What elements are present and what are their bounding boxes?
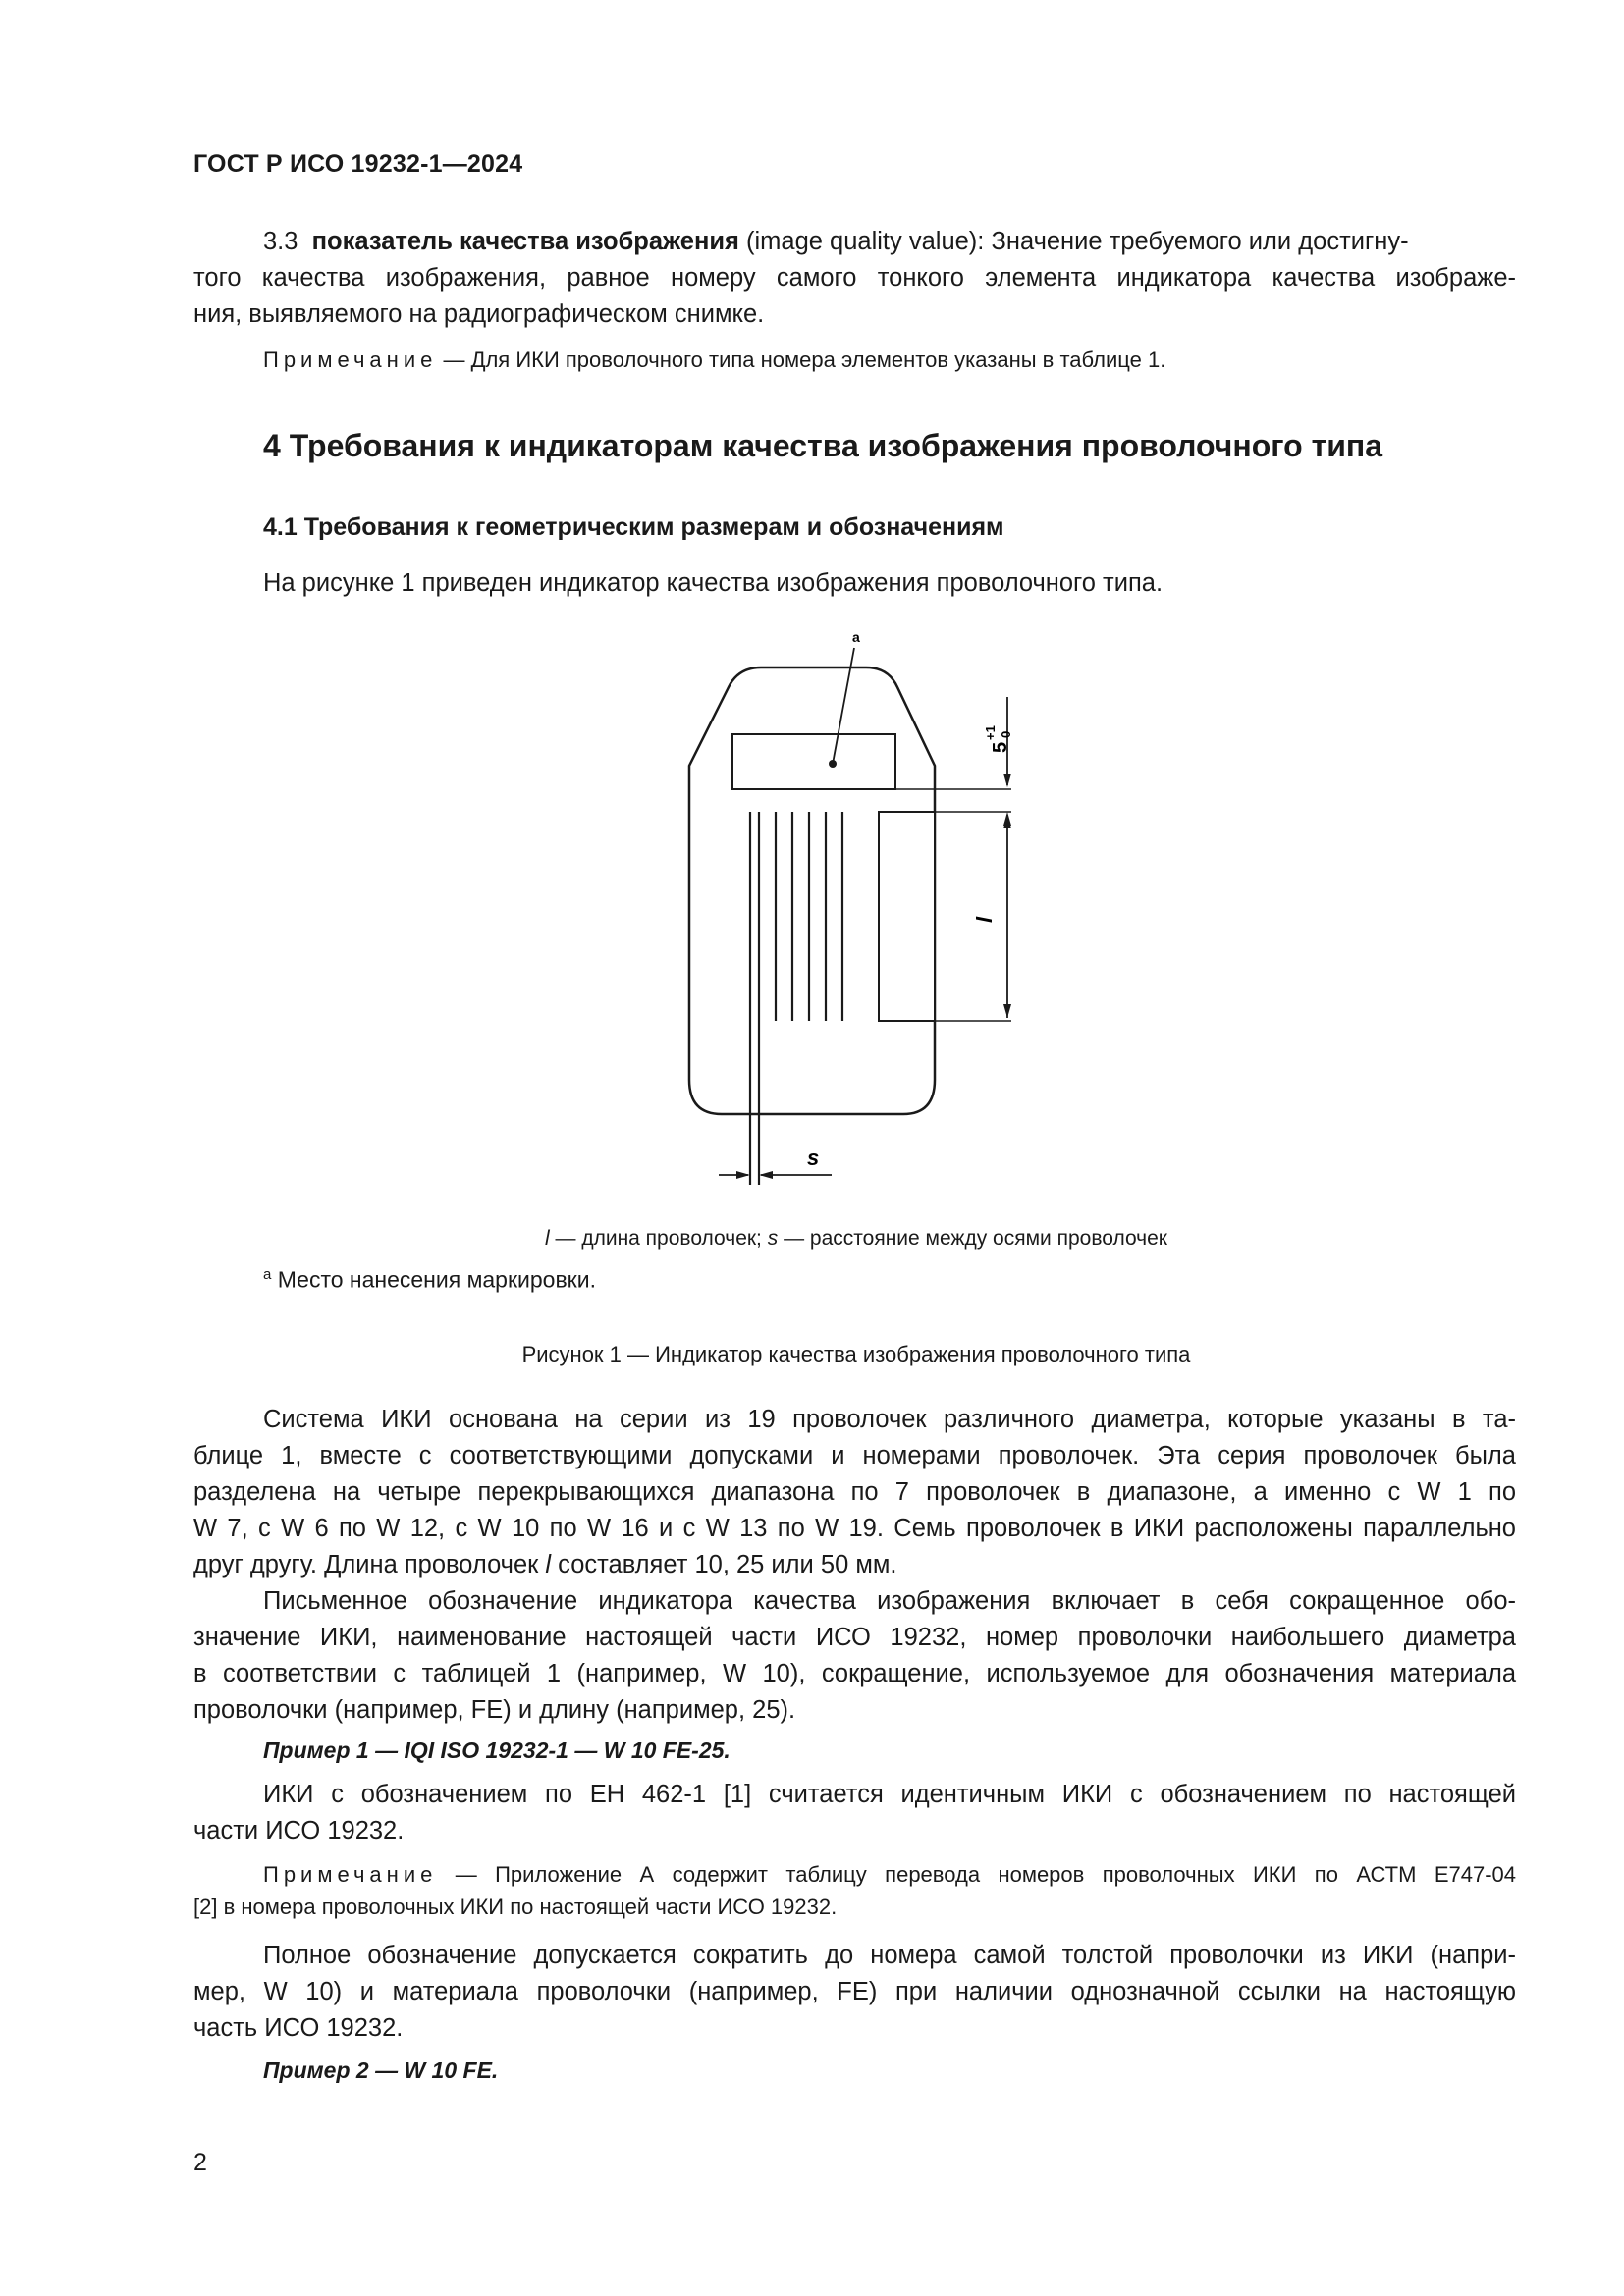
dim-s-arrow-left bbox=[736, 1171, 750, 1179]
legend-l: l bbox=[544, 1227, 550, 1250]
example-2: Пример 2 — W 10 FE. bbox=[263, 2057, 499, 2083]
p2-line-1: Письменное обозначение индикатора качества изображения включает в себя сокращенное обо- bbox=[263, 1587, 1516, 1615]
p1-line-2: блице 1, вместе с соответствующими допусками и номерами проволочек. Эта серия проволочек была bbox=[193, 1442, 1516, 1469]
marking-box bbox=[732, 734, 895, 789]
p4-line-3: часть ИСО 19232. bbox=[193, 2014, 404, 2042]
paragraph-1 bbox=[193, 1402, 1516, 1583]
paragraph-2 bbox=[193, 1583, 1516, 1729]
p3-line-2: части ИСО 19232. bbox=[193, 1817, 405, 1844]
dim-l-label: l bbox=[972, 916, 997, 923]
dim-s-label: s bbox=[807, 1146, 820, 1170]
document-header: ГОСТ Р ИСО 19232-1—2024 bbox=[193, 150, 523, 178]
note-2 bbox=[193, 1858, 1516, 1923]
footnote-text: Место нанесения маркировки. bbox=[271, 1266, 596, 1293]
legend-text-2: — расстояние между осями проволочек bbox=[778, 1227, 1167, 1250]
p4-line-2: мер, W 10) и материала проволочки (например, FE) при наличии однозначной ссылки на настоящую bbox=[193, 1978, 1516, 2005]
dim-5-arrow-2 bbox=[1003, 812, 1011, 826]
note2-line-2: [2] в номера проволочных ИКИ по настоящей части ИСО 19232. bbox=[193, 1895, 838, 1919]
note-1 bbox=[263, 344, 1516, 376]
figure-caption: Рисунок 1 — Индикатор качества изображения проволочного типа bbox=[521, 1342, 1191, 1366]
legend-text-1: — длина проволочек; bbox=[549, 1227, 768, 1250]
p1-line-5b: составляет 10, 25 или 50 мм. bbox=[551, 1551, 897, 1578]
paragraph-4 bbox=[193, 1938, 1516, 2047]
definition-text-1: (image quality value): Значение требуемого или достигну- bbox=[738, 228, 1409, 255]
dim-5-value: 5 bbox=[990, 741, 1011, 753]
definition-3-3 bbox=[263, 224, 1516, 260]
iqi-wire-figure bbox=[668, 618, 1080, 1188]
dim-5-label bbox=[983, 725, 1013, 753]
footnote-a-label: a bbox=[852, 629, 860, 645]
dim-s-arrow-right bbox=[759, 1171, 773, 1179]
note2-line-1 bbox=[193, 1858, 1516, 1891]
dim-5-sub: 0 bbox=[999, 730, 1013, 738]
p1-line-4: W 7, с W 6 по W 12, с W 10 по W 16 и с W 13 по W 19. Семь проволочек в ИКИ расположены параллельно bbox=[193, 1515, 1516, 1542]
marking-leader bbox=[833, 648, 854, 764]
intro-text: На рисунке 1 приведен индикатор качества изображения проволочного типа. bbox=[263, 569, 1164, 597]
p1-line-5i: l bbox=[545, 1551, 552, 1578]
figure-footnote bbox=[263, 1266, 596, 1294]
p2-line-3: в соответствии с таблицей 1 (например, W 10), сокращение, используемое для обозначения материала bbox=[193, 1660, 1516, 1687]
p1-line-5 bbox=[193, 1547, 1516, 1583]
note2-label: Примечание bbox=[263, 1862, 438, 1887]
p1-line-3: разделена на четыре перекрывающихся диапазона по 7 проволочек в диапазоне, а именно с W 1 по bbox=[193, 1478, 1516, 1506]
footnote-mark: a bbox=[263, 1266, 272, 1283]
p3-line-1: ИКИ с обозначением по ЕН 462-1 [1] считается идентичным ИКИ с обозначением по настоящей bbox=[263, 1781, 1516, 1808]
paragraph-3 bbox=[193, 1777, 1516, 1849]
p2-line-4: проволочки (например, FE) и длину (например, 25). bbox=[193, 1696, 796, 1724]
section-4-1-heading: 4.1 Требования к геометрическим размерам и обозначениям bbox=[263, 513, 1004, 541]
definition-line-2: того качества изображения, равное номеру самого тонкого элемента индикатора качества изображе- bbox=[193, 264, 1516, 292]
definition-3-3-cont bbox=[193, 260, 1516, 333]
dim-5-sup: +1 bbox=[983, 725, 998, 740]
figure-legend bbox=[0, 1227, 1624, 1251]
note-label: Примечание bbox=[263, 347, 438, 372]
p4-line-1: Полное обозначение допускается сократить до номера самой толстой проволочки из ИКИ (напри- bbox=[263, 1942, 1516, 1969]
dim-5-arrow bbox=[1003, 774, 1011, 787]
legend-s: s bbox=[767, 1227, 779, 1250]
definition-term: показатель качества изображения bbox=[311, 228, 739, 255]
dim-l-arrow-bottom bbox=[1003, 1004, 1011, 1018]
definition-line-3: ния, выявляемого на радиографическом снимке. bbox=[193, 300, 765, 328]
page-number: 2 bbox=[193, 2149, 207, 2176]
p1-line-5a: друг другу. Длина проволочек bbox=[193, 1551, 546, 1578]
section-4-heading: 4 Требования к индикаторам качества изображения проволочного типа bbox=[263, 428, 1383, 463]
note2-text-1: — Приложение А содержит таблицу перевода номеров проволочных ИКИ по АСТМ Е747-04 bbox=[437, 1862, 1516, 1887]
p2-line-2: значение ИКИ, наименование настоящей части ИСО 19232, номер проволочки наибольшего диаметра bbox=[193, 1624, 1516, 1651]
length-region bbox=[879, 812, 935, 1021]
definition-number: 3.3 bbox=[263, 228, 298, 255]
example-1: Пример 1 — IQI ISO 19232-1 — W 10 FE-25. bbox=[263, 1737, 731, 1763]
p1-line-1: Система ИКИ основана на серии из 19 проволочек различного диаметра, которые указаны в та- bbox=[263, 1406, 1516, 1433]
note-text: — Для ИКИ проволочного типа номера элементов указаны в таблице 1. bbox=[437, 347, 1166, 372]
